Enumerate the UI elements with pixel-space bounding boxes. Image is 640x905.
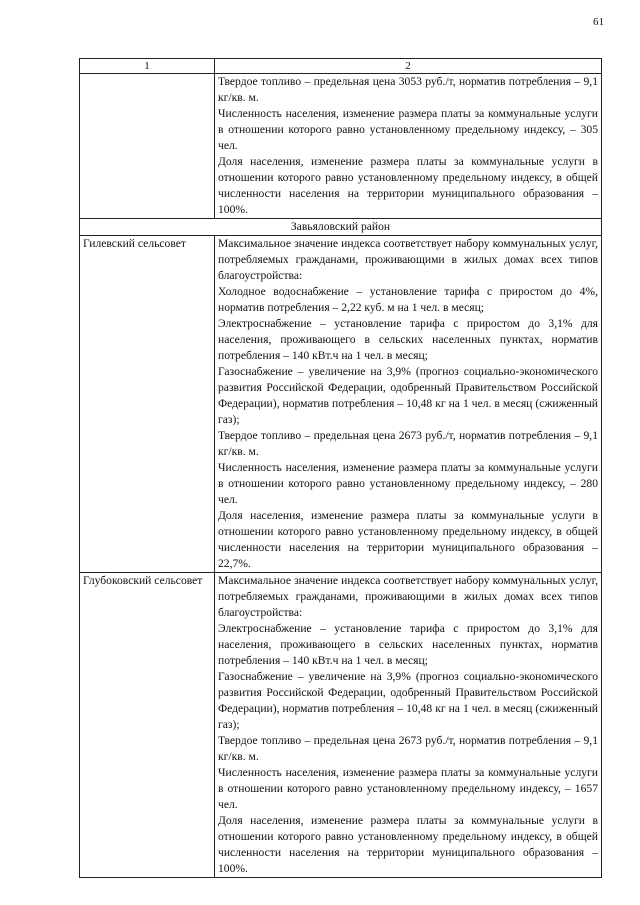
- page-number: 61: [593, 16, 604, 28]
- paragraph: Максимальное значение индекса соответствует набору коммунальных услуг, потребляемых гражданами, проживающими в жилых домах всех типов благоустройства:: [218, 237, 598, 282]
- region-details-cell: [215, 236, 602, 573]
- paragraph: Газоснабжение – увеличение на 3,9% (прогноз социально-экономического развития Российской Федерации, одобренный Правительством Российской Федерации), норматив потребления – 10,48 кг на 1 чел. в месяц (сжиженный газ);: [218, 365, 598, 426]
- section-title: Завьяловский район: [80, 219, 602, 236]
- region-name-cell: Гилевский сельсовет: [80, 236, 215, 573]
- paragraph: Доля населения, изменение размера платы за коммунальные услуги в отношении которого равно установленному предельному индексу, в общей численности населения на территории муниципального образования – 22,7%.: [218, 509, 598, 570]
- paragraph: Максимальное значение индекса соответствует набору коммунальных услуг, потребляемых гражданами, проживающими в жилых домах всех типов благоустройства:: [218, 574, 598, 619]
- region-details-cell: [215, 74, 602, 219]
- paragraph: Твердое топливо – предельная цена 2673 руб./т, норматив потребления – 9,1 кг/кв. м.: [218, 734, 598, 763]
- paragraph: Газоснабжение – увеличение на 3,9% (прогноз социально-экономического развития Российской Федерации, одобренный Правительством Российской Федерации), норматив потребления – 10,48 кг на 1 чел. в месяц (сжиженный газ);: [218, 670, 598, 731]
- section-row: [80, 219, 602, 236]
- header-col-2: 2: [215, 59, 602, 74]
- table-row: [80, 573, 602, 878]
- paragraph: Электроснабжение – установление тарифа с приростом до 3,1% для населения, проживающего в сельских населенных пунктах, норматив потребления – 140 кВт.ч на 1 чел. в месяц;: [218, 317, 598, 362]
- paragraph: Твердое топливо – предельная цена 3053 руб./т, норматив потребления – 9,1 кг/кв. м.: [218, 75, 598, 104]
- paragraph: Доля населения, изменение размера платы за коммунальные услуги в отношении которого равно установленному предельному индексу, в общей численности населения на территории муниципального образования – 100%.: [218, 155, 598, 216]
- header-col-1: 1: [80, 59, 215, 74]
- paragraph: Численность населения, изменение размера платы за коммунальные услуги в отношении которого равно установленному предельному индексу, – 305 чел.: [218, 107, 598, 152]
- tariff-table: [79, 58, 602, 878]
- region-name-cell: Глубоковский сельсовет: [80, 573, 215, 878]
- region-details-cell: [215, 573, 602, 878]
- continuation-row: [80, 74, 602, 219]
- paragraph: Доля населения, изменение размера платы за коммунальные услуги в отношении которого равно установленному предельному индексу, в общей численности населения на территории муниципального образования – 100%.: [218, 814, 598, 875]
- paragraph: Твердое топливо – предельная цена 2673 руб./т, норматив потребления – 9,1 кг/кв. м.: [218, 429, 598, 458]
- paragraph: Численность населения, изменение размера платы за коммунальные услуги в отношении которого равно установленному предельному индексу, – 280 чел.: [218, 461, 598, 506]
- region-name-cell: [80, 74, 215, 219]
- paragraph: Электроснабжение – установление тарифа с приростом до 3,1% для населения, проживающего в сельских населенных пунктах, норматив потребления – 140 кВт.ч на 1 чел. в месяц;: [218, 622, 598, 667]
- table-row: [80, 236, 602, 573]
- paragraph: Холодное водоснабжение – установление тарифа с приростом до 4%, норматив потребления – 2,22 куб. м на 1 чел. в месяц;: [218, 285, 598, 314]
- paragraph: Численность населения, изменение размера платы за коммунальные услуги в отношении которого равно установленному предельному индексу, – 1657 чел.: [218, 766, 598, 811]
- table-header-row: [80, 59, 602, 74]
